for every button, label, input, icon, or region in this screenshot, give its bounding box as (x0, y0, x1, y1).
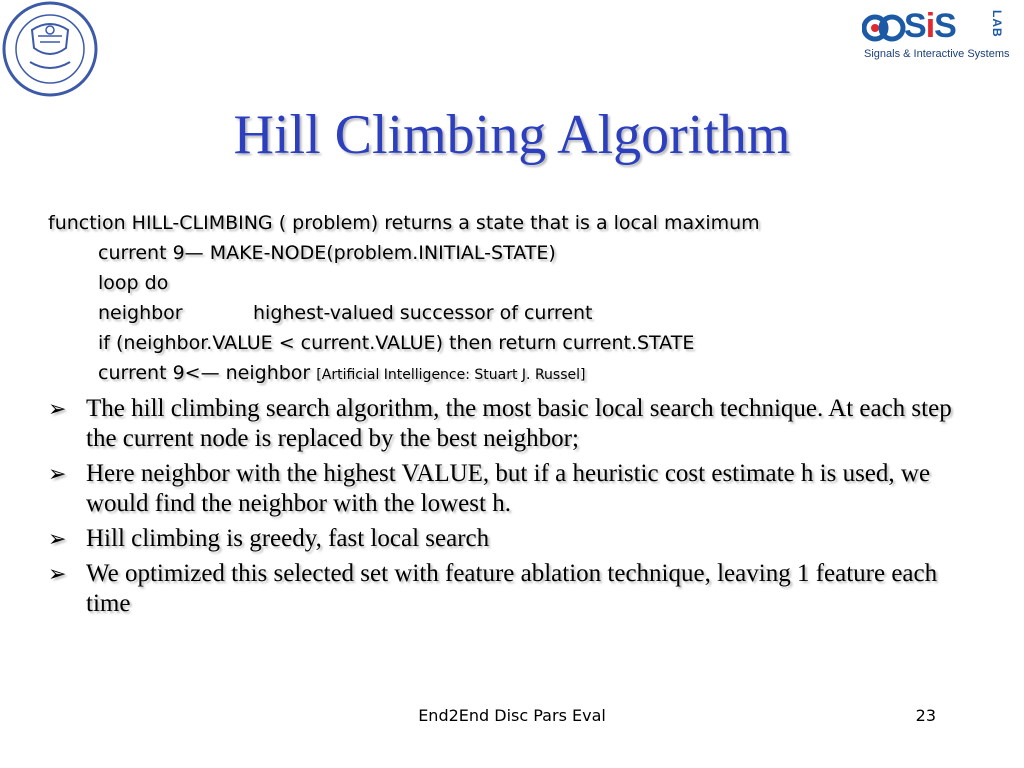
arrowhead-bullet-icon: ➢ (48, 561, 67, 586)
pseudocode-line: if (neighbor.VALUE < current.VALUE) then return current.STATE (98, 332, 695, 354)
bullet-text: We optimized this selected set with feature ablation technique, leaving 1 feature each time (86, 560, 938, 617)
university-seal-icon (0, 0, 100, 98)
arrowhead-bullet-icon: ➢ (48, 461, 67, 486)
pseudocode-line: current 9— MAKE-NODE(problem.INITIAL-STATE) (98, 242, 556, 264)
slide-title: Hill Climbing Algorithm (233, 104, 791, 166)
pseudocode-line (48, 298, 948, 328)
pseudocode-line (48, 358, 948, 388)
slide-footer: End2End Disc Pars Eval (418, 706, 606, 725)
arrowhead-bullet-icon: ➢ (48, 526, 67, 551)
citation: [Artificial Intelligence: Stuart J. Russel] (316, 367, 586, 383)
bullet-text: Here neighbor with the highest VALUE, but if a heuristic cost estimate h is used, we would find the neighbor with the lowest h. (86, 460, 931, 517)
bullet-item (48, 524, 968, 554)
bullet-text: Hill climbing is greedy, fast local search (86, 525, 490, 552)
bullet-item (48, 559, 968, 619)
pseudocode-line: function HILL-CLIMBING ( problem) returns a state that is a local maximum (48, 212, 760, 234)
sis-lab-logo-icon (862, 4, 1012, 66)
bullet-item (48, 394, 968, 454)
page-number: 23 (915, 706, 936, 725)
sis-logo-word: SiS (904, 7, 956, 45)
bullet-list (48, 394, 968, 624)
sis-tagline: Signals & Interactive Systems (864, 48, 1010, 60)
pseudocode-token: highest-valued successor of current (253, 302, 593, 324)
bullet-text: The hill climbing search algorithm, the most basic local search technique. At each step the current node is replaced by the best neighbor; (86, 395, 952, 452)
pseudocode-line: loop do (98, 272, 169, 294)
arrowhead-bullet-icon: ➢ (48, 396, 67, 421)
sis-lab-label: LAB (990, 10, 1004, 38)
pseudocode-block (48, 208, 948, 388)
pseudocode-token: current 9<— neighbor (98, 362, 317, 384)
bullet-item (48, 459, 968, 519)
pseudocode-token: neighbor (98, 302, 183, 324)
